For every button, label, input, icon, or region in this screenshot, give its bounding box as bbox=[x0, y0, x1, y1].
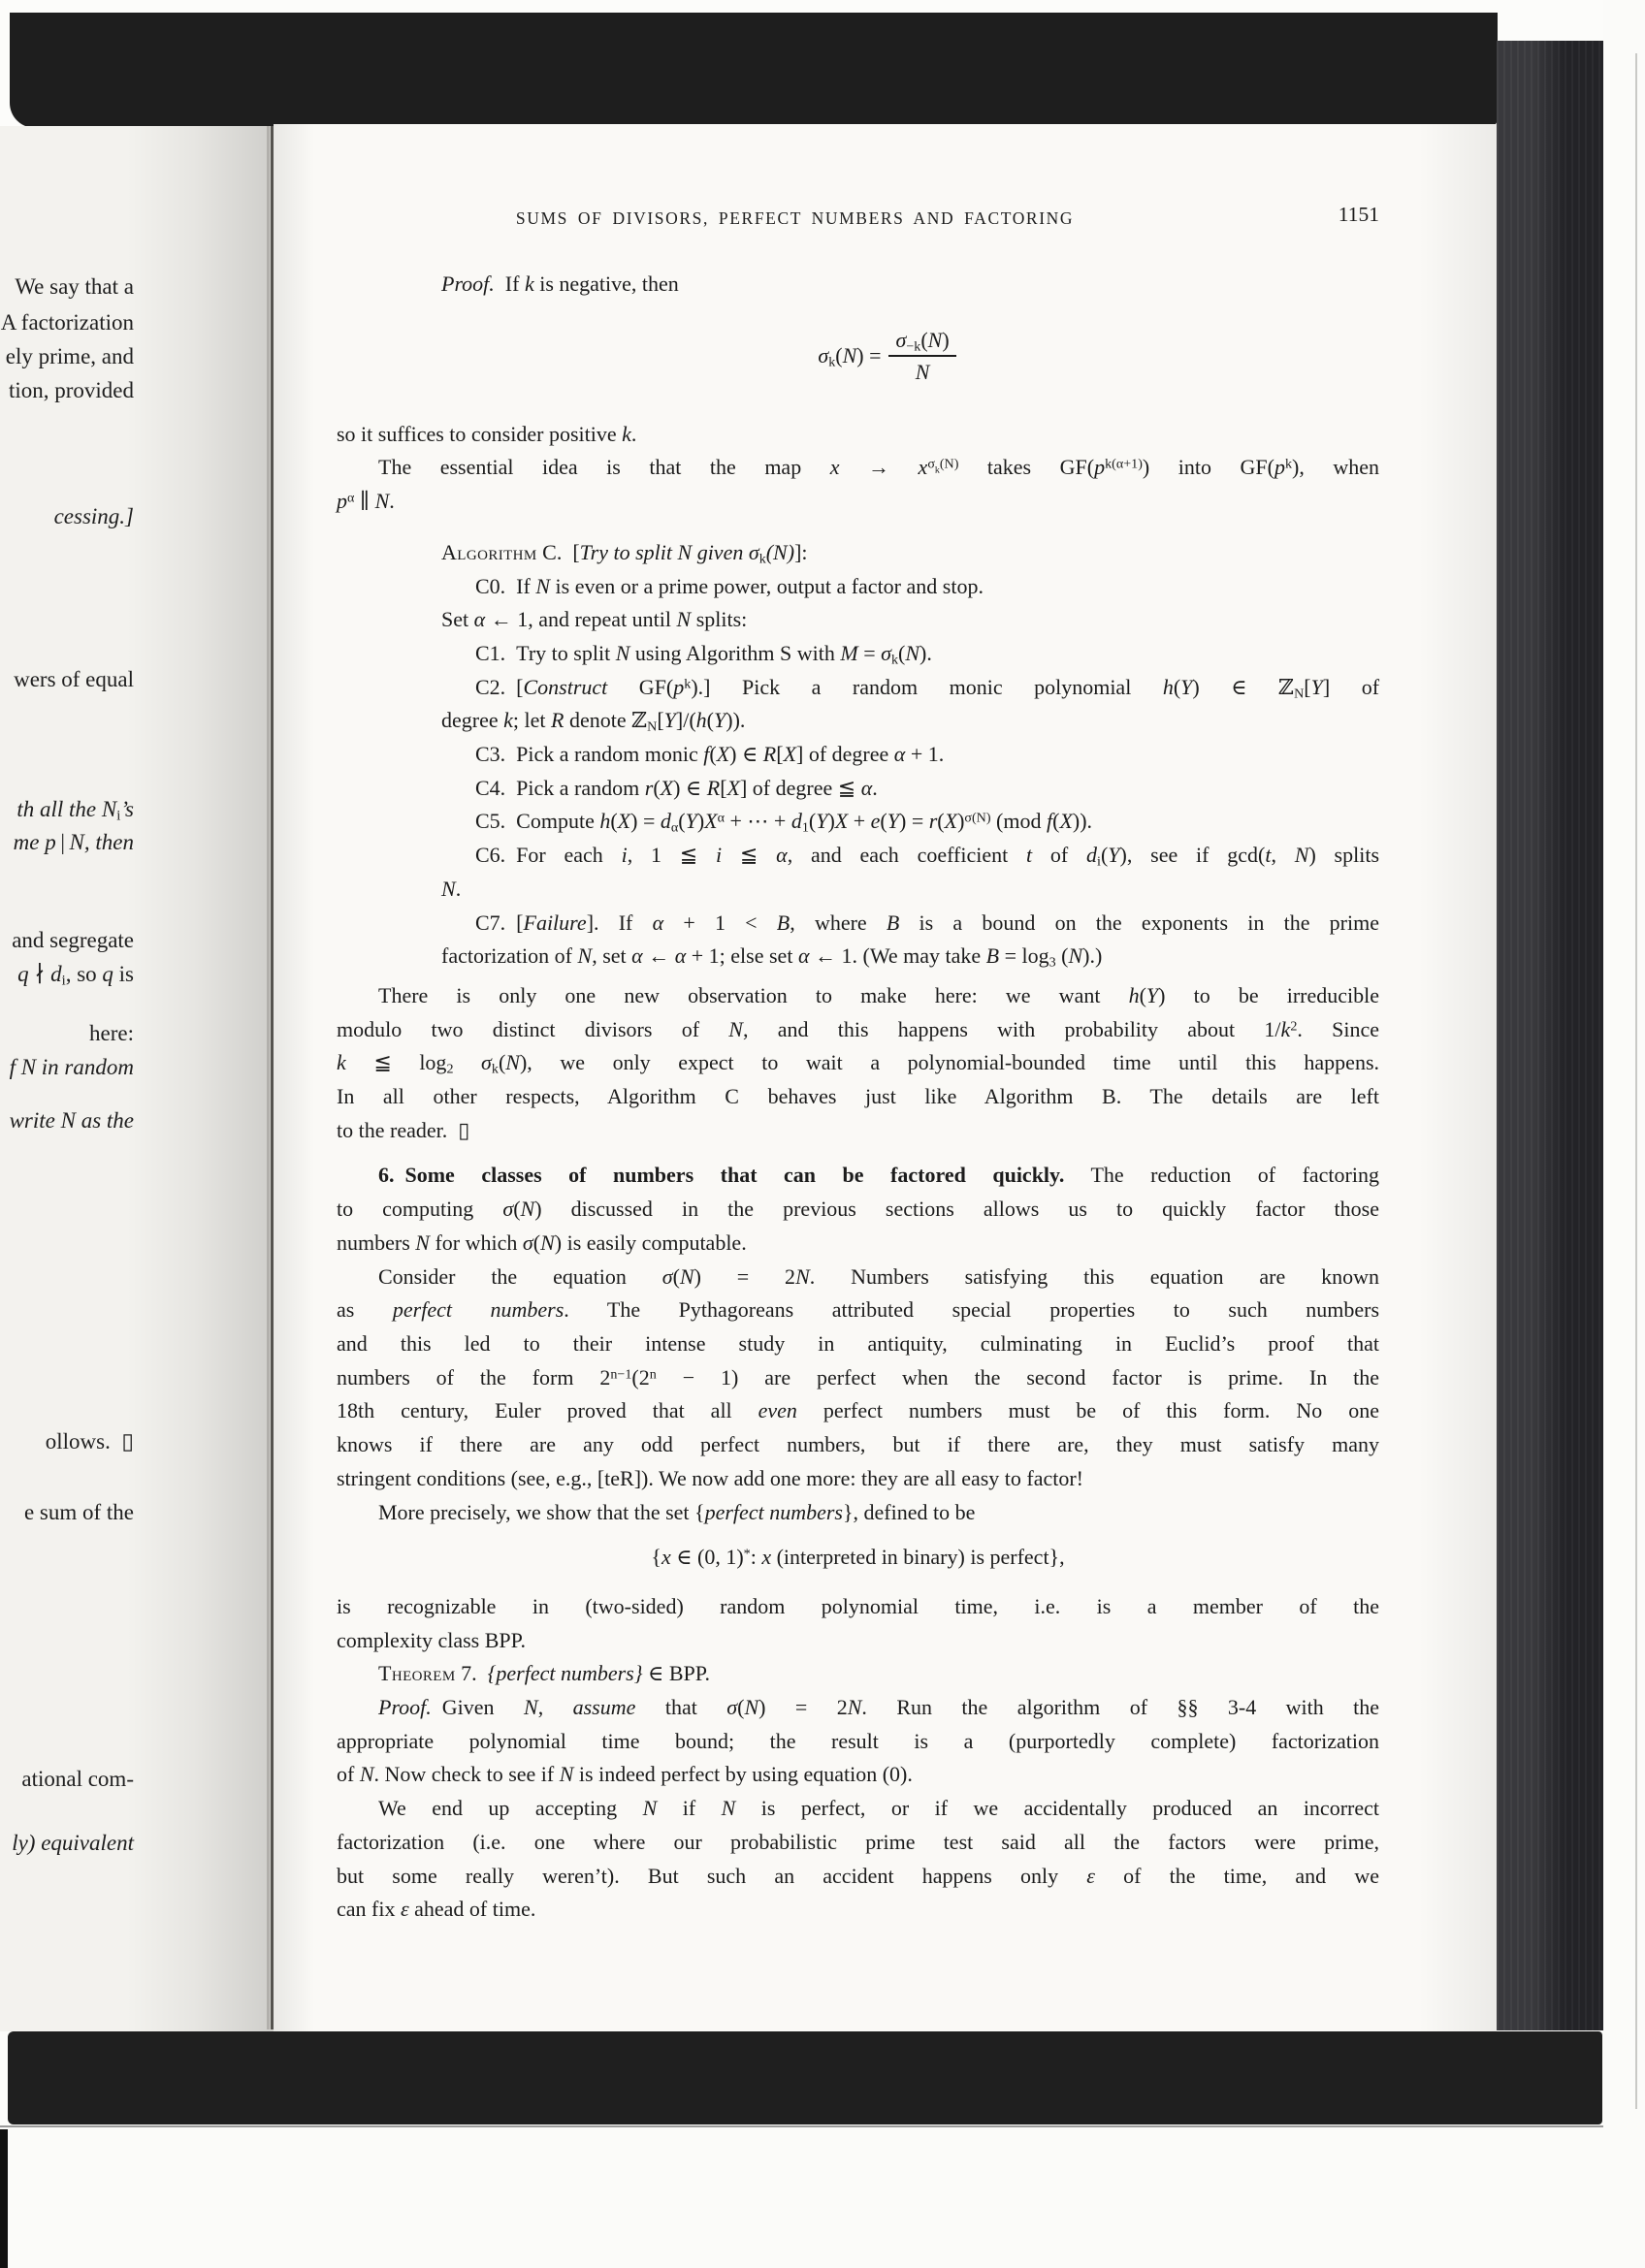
facing-page-fragment: A factorization bbox=[0, 310, 134, 335]
text-line: of N. Now check to see if N is indeed perfect by using equation (0). bbox=[337, 1762, 913, 1787]
facing-page-fragment: ollows. ▯ bbox=[45, 1429, 134, 1453]
facing-page-fragment: We say that a bbox=[15, 274, 134, 299]
text-line: Proof. If k is negative, then bbox=[441, 272, 679, 296]
facing-page-fragment: ly) equivalent bbox=[12, 1831, 134, 1855]
text-line: Proof. Given N, assume that σ(N) = 2N. Run the algorithm of §§ 3-4 with the bbox=[378, 1695, 1380, 1720]
text-line: but some really weren’t). But such an accident happens only ε of the time, and we bbox=[337, 1863, 1379, 1888]
text-line: as perfect numbers. The Pythagoreans attributed special properties to such numbers bbox=[337, 1297, 1380, 1323]
text-line: $p^\alpha$ ∥ N. bbox=[337, 489, 395, 514]
sigma-fraction-equation bbox=[337, 311, 1379, 400]
scanner-bottom-band bbox=[8, 2031, 1602, 2124]
facing-page-fragment: write N as the bbox=[9, 1108, 134, 1133]
text-line: numbers N for which σ(N) is easily computable. bbox=[337, 1230, 747, 1255]
equation-lhs: σk(N) = bbox=[818, 342, 882, 370]
text-line: can fix ε ahead of time. bbox=[337, 1897, 536, 1922]
text-line: Theorem 7. {perfect numbers} ∈ BPP. bbox=[378, 1661, 711, 1686]
fraction bbox=[888, 325, 955, 387]
facing-page-fragment: q ∤ di, so q is bbox=[17, 962, 134, 989]
scan-bottom-strip bbox=[0, 2127, 1645, 2268]
text-line: C4. Pick a random r(X) ∈ R[X] of degree ≦ α. bbox=[475, 775, 878, 800]
text-line: appropriate polynomial time bound; the result is a (purportedly complete) factorization bbox=[337, 1728, 1379, 1753]
scan-right-margin-line bbox=[1635, 53, 1637, 2109]
text-line: C3. Pick a random monic f(X) ∈ R[X] of degree α + 1. bbox=[475, 742, 945, 767]
text-line: We end up accepting N if N is perfect, or if we accidentally produced an incorrect bbox=[378, 1796, 1379, 1821]
text-line: Set α ← 1, and repeat until N splits: bbox=[441, 607, 748, 632]
text-line: factorization (i.e. one where our probabilistic prime test said all the factors were prime, bbox=[337, 1829, 1379, 1854]
running-title: SUMS OF DIVISORS, PERFECT NUMBERS AND FACTORING bbox=[515, 208, 1075, 228]
text-line: C6. For each i, 1 ≦ i ≦ α, and each coefficient t of di(Y), see if gcd(t, N) splits bbox=[475, 843, 1380, 870]
display-formula-line: {x ∈ (0, 1)*: x (interpreted in binary) is perfect}, bbox=[651, 1545, 1065, 1570]
text-line: N. bbox=[441, 876, 462, 901]
text-line: to the reader. ▯ bbox=[337, 1117, 470, 1142]
text-line: so it suffices to consider positive k. bbox=[337, 421, 637, 446]
page-number: 1151 bbox=[1338, 203, 1379, 226]
text-column bbox=[337, 268, 1379, 1927]
text-line: More precisely, we show that the set {perfect numbers}, defined to be bbox=[378, 1499, 976, 1524]
facing-page-fragment: th all the Ni’s bbox=[16, 797, 134, 824]
text-line: k ≦ log2 σk(N), we only expect to wait a polynomial-bounded time until this happens. bbox=[337, 1050, 1380, 1077]
text-line: 18th century, Euler proved that all even perfect numbers must be of this form. No one bbox=[337, 1398, 1379, 1423]
text-line: factorization of N, set α ← α + 1; else set α ← 1. (We may take B = log3 (N).) bbox=[441, 943, 1103, 971]
facing-page-fragment: and segregate bbox=[12, 928, 134, 952]
text-line: The essential idea is that the map $x \to x^\sigma k^{(N)}$ takes $GF(p^{k(\alpha+1)})$ into $GF(p^k)$, when bbox=[378, 455, 1380, 480]
text-line: C5. Compute $h(X) = d\alpha(Y)X^\alpha$ + ⋯ + $d1(Y)X + e(Y) = r(X)^{\sigma(N)}$ (mod f(X)). bbox=[475, 809, 1093, 836]
facing-page-fragment: cessing.] bbox=[53, 504, 134, 528]
text-line: C1. Try to split N using Algorithm S with M = σk(N). bbox=[475, 640, 932, 668]
text-line: In all other respects, Algorithm C behaves just like Algorithm B. The details are left bbox=[337, 1084, 1379, 1109]
text-line: C2. [Construct $GF(p^k)$.] Pick a random monic polynomial h(Y) ∈ ℤN[Y] of bbox=[475, 674, 1380, 702]
text-line: C0. If N is even or a prime power, output a factor and stop. bbox=[475, 573, 984, 598]
text-line: There is only one new observation to make here: we want h(Y) to be irreducible bbox=[378, 982, 1379, 1007]
fraction-numerator: σ−k(N) bbox=[895, 327, 950, 355]
facing-page-fragment: ational com- bbox=[21, 1767, 134, 1791]
text-line: 6. Some classes of numbers that can be factored quickly. The reduction of factoring bbox=[378, 1163, 1379, 1188]
text-line: modulo two distinct divisors of N, and this happens with probability about $1/k^2$. Since bbox=[337, 1016, 1379, 1041]
facing-page-fragment: wers of equal bbox=[14, 667, 134, 691]
text-line: C7. [Failure]. If α + 1 < B, where B is a bound on the exponents in the prime bbox=[475, 910, 1379, 935]
text-line: and this led to their intense study in antiquity, culminating in Euclid’s proof that bbox=[337, 1330, 1379, 1356]
book-page-edges-band bbox=[1497, 41, 1603, 2030]
facing-page-fragment: here: bbox=[89, 1021, 134, 1045]
text-line: to computing σ(N) discussed in the previous sections allows us to quickly factor those bbox=[337, 1197, 1379, 1222]
page-gutter-line bbox=[271, 126, 274, 2029]
text-line: degree k; let R denote ℤN[Y]/(h(Y)). bbox=[441, 708, 746, 735]
text-line: Algorithm C. [Try to split N given σk(N)]: bbox=[441, 539, 808, 567]
text-line: knows if there are any odd perfect numbers, but if there are, they must satisfy many bbox=[337, 1432, 1379, 1457]
facing-page-fragment: e sum of the bbox=[23, 1500, 134, 1524]
scan-right-margin bbox=[1603, 0, 1645, 2268]
facing-page-fragment: ely prime, and bbox=[5, 344, 134, 368]
fraction-denominator: N bbox=[915, 359, 930, 384]
text-line: is recognizable in (two-sided) random polynomial time, i.e. is a member of the bbox=[337, 1593, 1379, 1618]
facing-page-fragment: me p | N, then bbox=[13, 830, 134, 854]
text-line: complexity class BPP. bbox=[337, 1627, 526, 1652]
scanner-top-band bbox=[10, 13, 1498, 128]
facing-page-fragment: tion, provided bbox=[8, 378, 134, 402]
text-line: Consider the equation σ(N) = 2N. Numbers satisfying this equation are known bbox=[378, 1263, 1379, 1289]
scan-bottom-left-edge bbox=[0, 2129, 8, 2268]
text-line: numbers of the form $2^{n-1}(2^n - 1)$ are perfect when the second factor is prime. In the bbox=[337, 1364, 1379, 1390]
facing-page-fragment: f N in random bbox=[9, 1055, 134, 1079]
text-line: stringent conditions (see, e.g., [teR]). We now add one more: they are all easy to factor! bbox=[337, 1465, 1084, 1490]
